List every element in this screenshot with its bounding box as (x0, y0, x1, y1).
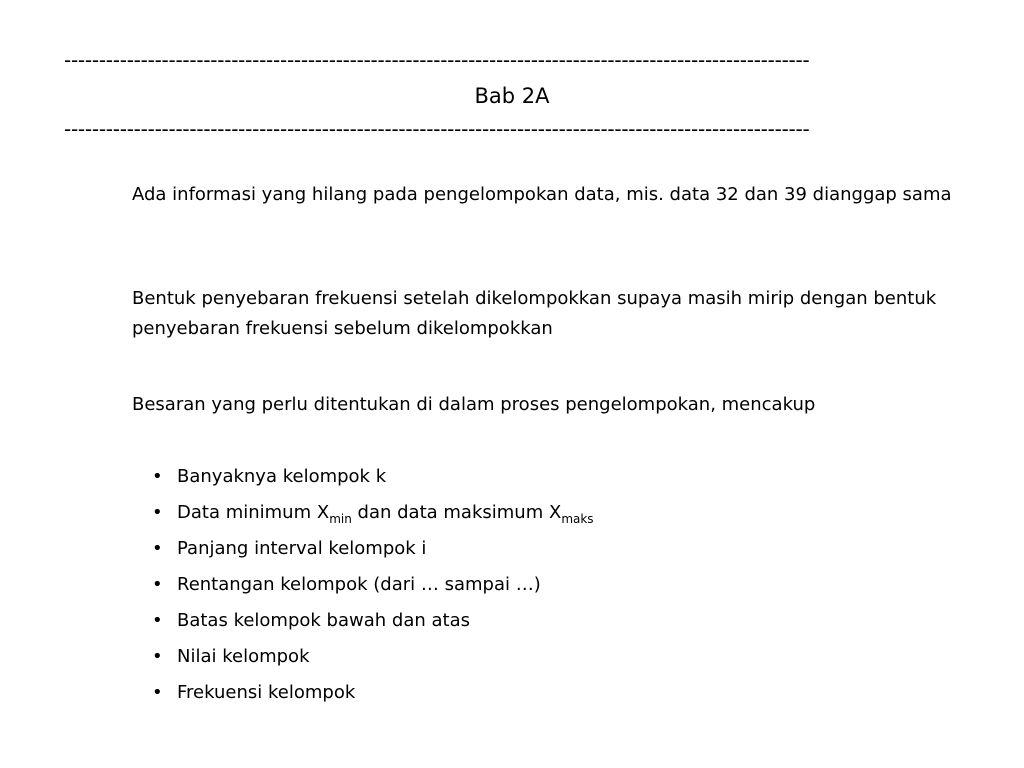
bullet-text: Rentangan kelompok (dari … sampai …) (177, 574, 541, 595)
bullet-icon: • (152, 646, 163, 667)
bullet-icon: • (152, 682, 163, 703)
bullet-item-group-value (150, 642, 594, 678)
bullet-list (150, 462, 594, 714)
bullet-item-group-frequency (150, 678, 594, 714)
bullet-icon: • (152, 466, 163, 487)
bullet-text: Nilai kelompok (177, 646, 310, 667)
bullet-text: Frekuensi kelompok (177, 682, 356, 703)
bullet-text: Panjang interval kelompok i (177, 538, 427, 559)
paragraph-information-loss: Ada informasi yang hilang pada pengelompokan data, mis. data 32 dan 39 dianggap sama (132, 184, 952, 205)
subscript-maks: maks (561, 512, 594, 526)
subscript-min: min (329, 512, 352, 526)
bullet-text: Batas kelompok bawah dan atas (177, 610, 470, 631)
bullet-icon: • (152, 538, 163, 559)
bullet-icon: • (152, 610, 163, 631)
bullet-icon: • (152, 502, 163, 523)
paragraph-distribution-shape: Bentuk penyebaran frekuensi setelah dikelompokkan supaya masih mirip dengan bentuk penyebaran frekuensi sebelum dikelompokkan (132, 288, 937, 339)
bottom-dashed-rule: ----------------------------------------------------------------------------------------------------------- (64, 117, 810, 141)
bullet-item-group-limits (150, 606, 594, 642)
top-dashed-rule: ----------------------------------------------------------------------------------------------------------- (64, 48, 810, 72)
bullet-text-min-label: Data minimum X (177, 502, 330, 523)
bullet-item-group-range (150, 570, 594, 606)
bullet-text: Banyaknya kelompok k (177, 466, 387, 487)
bullet-icon: • (152, 574, 163, 595)
bullet-item-interval-length (150, 534, 594, 570)
bullet-item-group-count (150, 462, 594, 498)
bullet-text-max-label: dan data maksimum X (351, 502, 562, 523)
bullet-item-min-max (150, 498, 594, 534)
paragraph-quantities-intro: Besaran yang perlu ditentukan di dalam proses pengelompokan, mencakup (132, 394, 816, 415)
slide-title: Bab 2A (474, 84, 550, 108)
